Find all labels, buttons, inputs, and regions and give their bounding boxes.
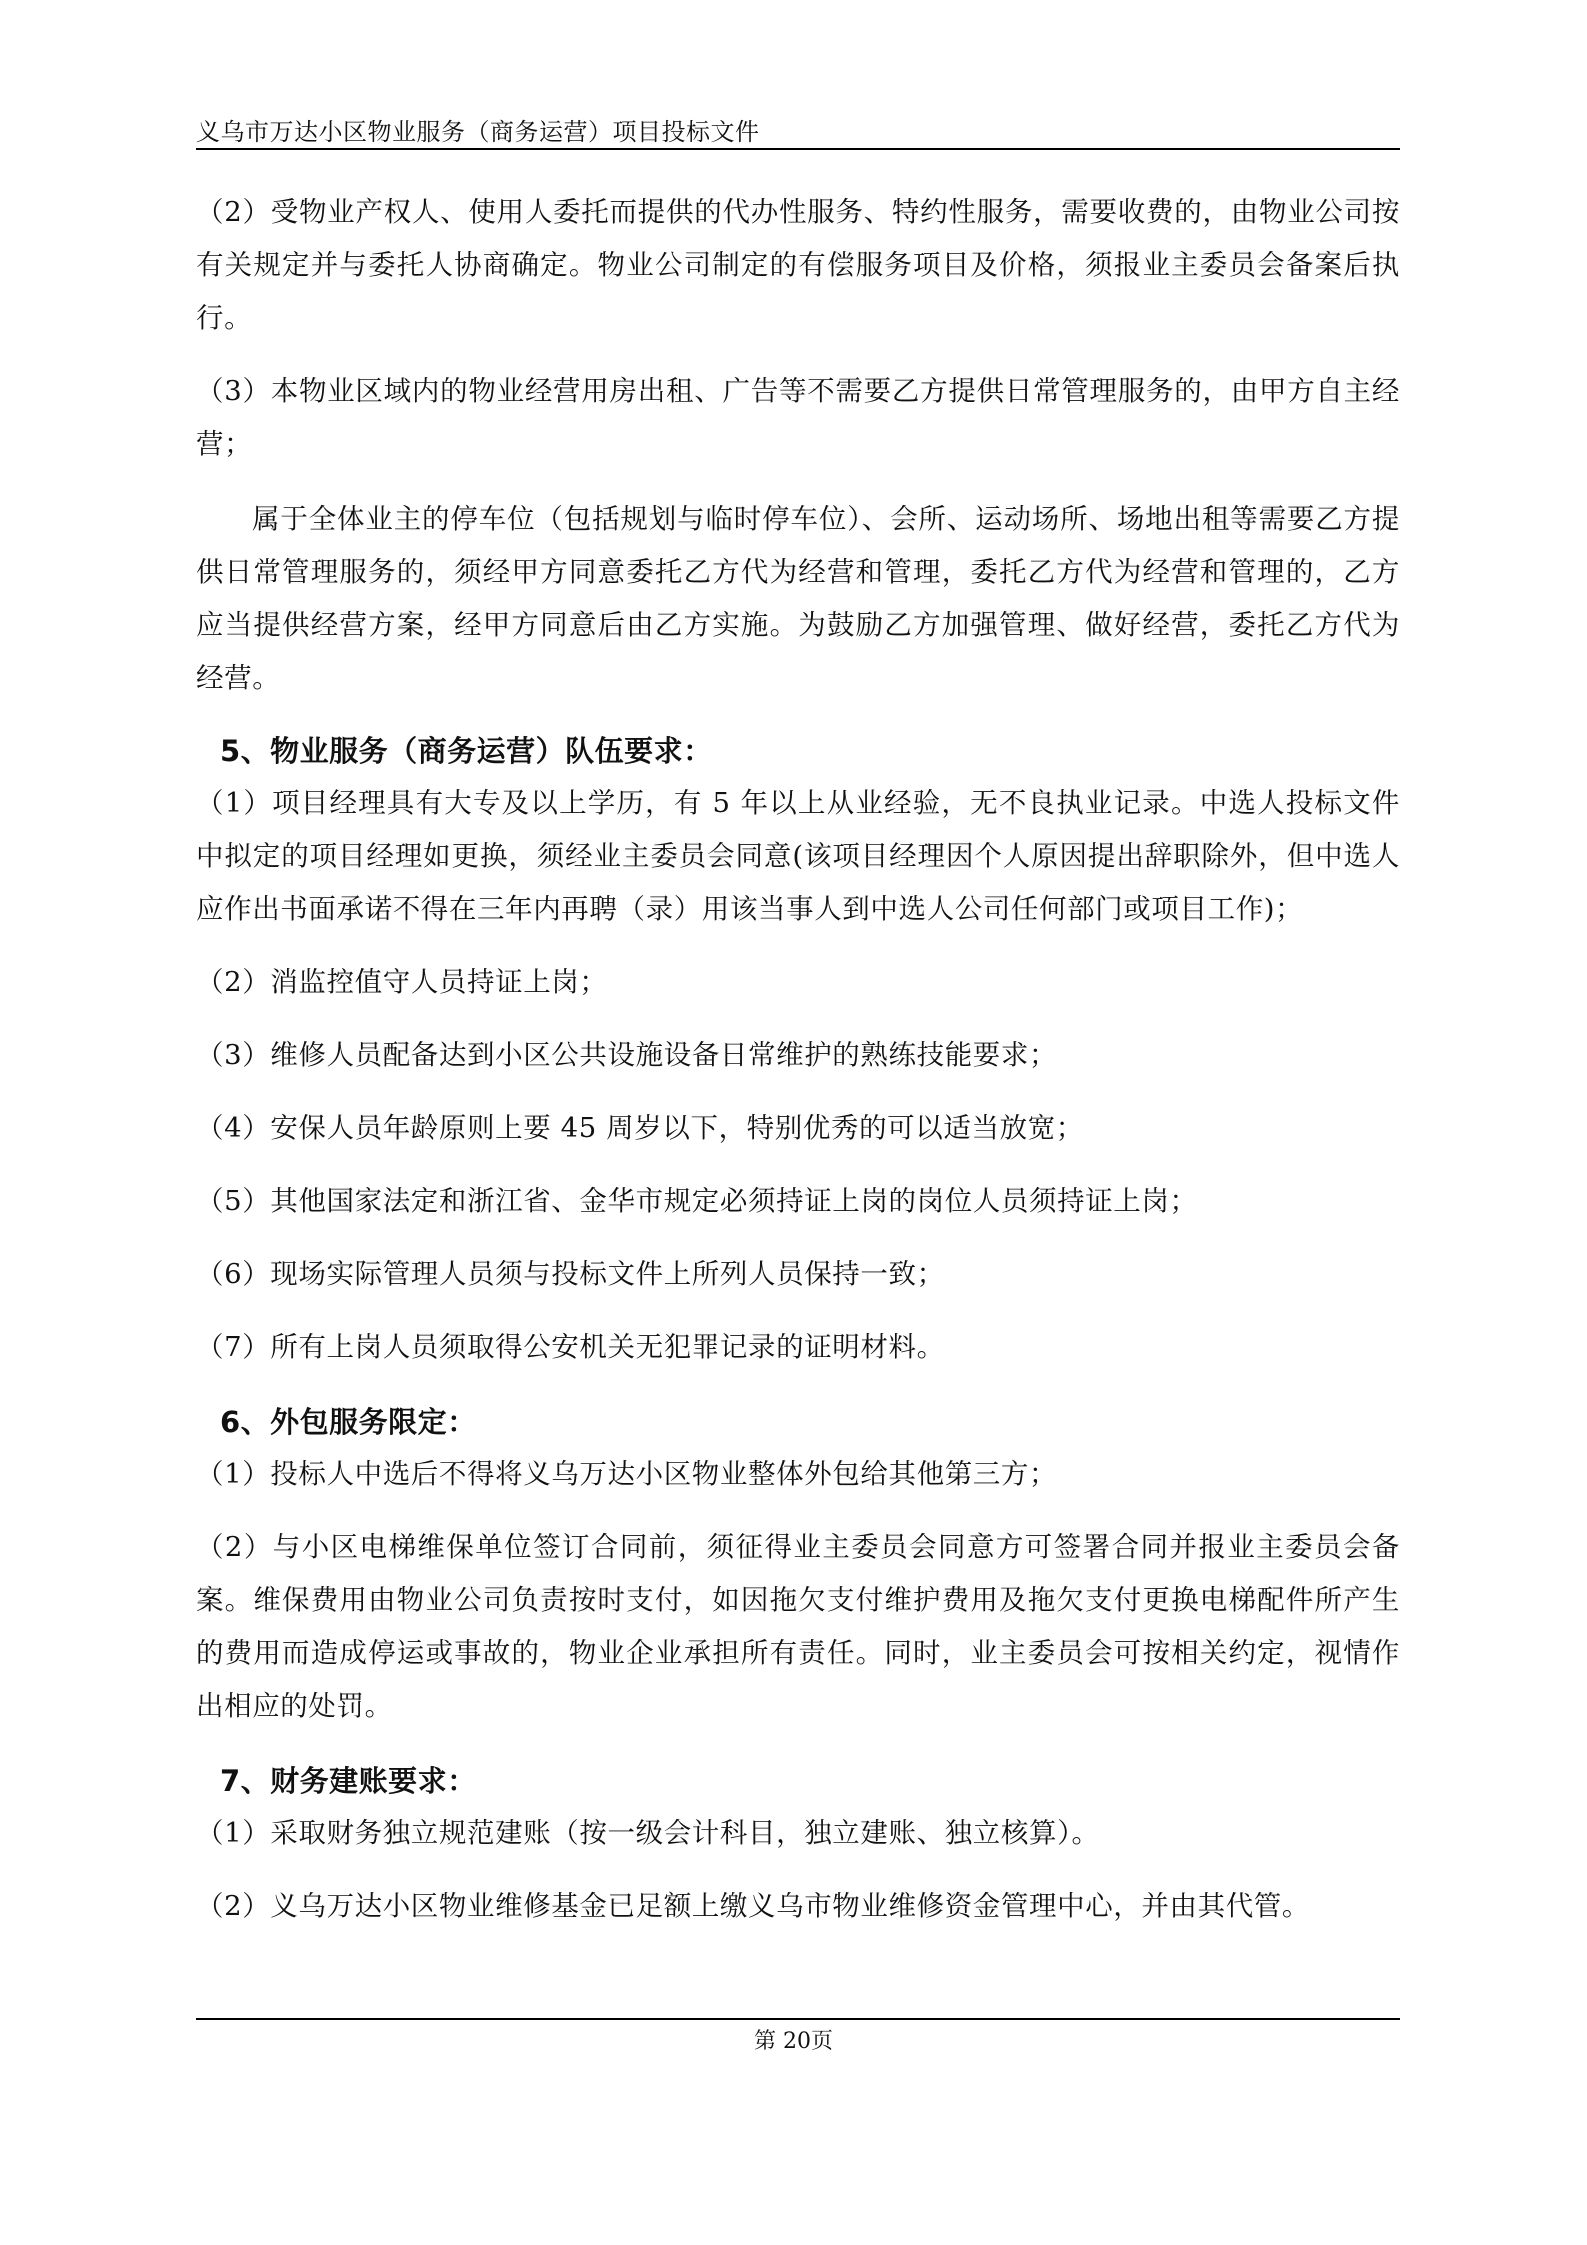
list-item: （5）其他国家法定和浙江省、金华市规定必须持证上岗的岗位人员须持证上岗； [196,1185,1198,1217]
list-item: （2）义乌万达小区物业维修基金已足额上缴义乌市物业维修资金管理中心，并由其代管。 [196,1890,1310,1922]
footer-divider [196,2018,1400,2020]
page-header [196,108,1400,150]
page-body [196,186,1400,1933]
section-heading: 7、财务建账要求： [220,1764,477,1798]
section-heading: 5、物业服务（商务运营）队伍要求： [220,734,713,768]
page-number: 第 20页 [754,2029,833,2054]
list-item: （7）所有上岗人员须取得公安机关无犯罪记录的证明材料。 [196,1331,945,1363]
list-item: （1）投标人中选后不得将义乌万达小区物业整体外包给其他第三方； [196,1458,1058,1490]
list-item: （2）消监控值守人员持证上岗； [196,966,608,998]
list-item: （4）安保人员年龄原则上要 45 周岁以下，特别优秀的可以适当放宽； [196,1112,1084,1144]
section-heading: 6、外包服务限定： [220,1405,477,1439]
document-title: 义乌市万达小区物业服务（商务运营）项目投标文件 [196,118,760,146]
list-item: （1）采取财务独立规范建账（按一级会计科目，独立建账、独立核算）。 [196,1817,1100,1849]
paragraph: 属于全体业主的停车位（包括规划与临时停车位）、会所、运动场所、场地出租等需要乙方提供日常管理服务的，须经甲方同意委托乙方代为经营和管理，委托乙方代为经营和管理的，乙方应当提供经营方案，经甲方同意后由乙方实施。为鼓励乙方加强管理、做好经营，委托乙方代为经营。 [196,503,1400,694]
list-item: （2）与小区电梯维保单位签订合同前，须征得业主委员会同意方可签署合同并报业主委员会备案。维保费用由物业公司负责按时支付，如因拖欠支付维护费用及拖欠支付更换电梯配件所产生的费用而造成停运或事故的，物业企业承担所有责任。同时，业主委员会可按相关约定，视情作出相应的处罚。 [196,1531,1400,1722]
list-item: （6）现场实际管理人员须与投标文件上所列人员保持一致； [196,1258,945,1290]
paragraph: （2）受物业产权人、使用人委托而提供的代办性服务、特约性服务，需要收费的，由物业公司按有关规定并与委托人协商确定。物业公司制定的有偿服务项目及价格，须报业主委员会备案后执行。 [196,196,1400,334]
list-item: （1）项目经理具有大专及以上学历，有 5 年以上从业经验，无不良执业记录。中选人投标文件中拟定的项目经理如更换，须经业主委员会同意(该项目经理因个人原因提出辞职除外，但中选人应作出书面承诺不得在三年内再聘（录）用该当事人到中选人公司任何部门或项目工作)； [196,787,1400,925]
paragraph: （3）本物业区域内的物业经营用房出租、广告等不需要乙方提供日常管理服务的，由甲方自主经营； [196,375,1400,460]
list-item: （3）维修人员配备达到小区公共设施设备日常维护的熟练技能要求； [196,1039,1058,1071]
